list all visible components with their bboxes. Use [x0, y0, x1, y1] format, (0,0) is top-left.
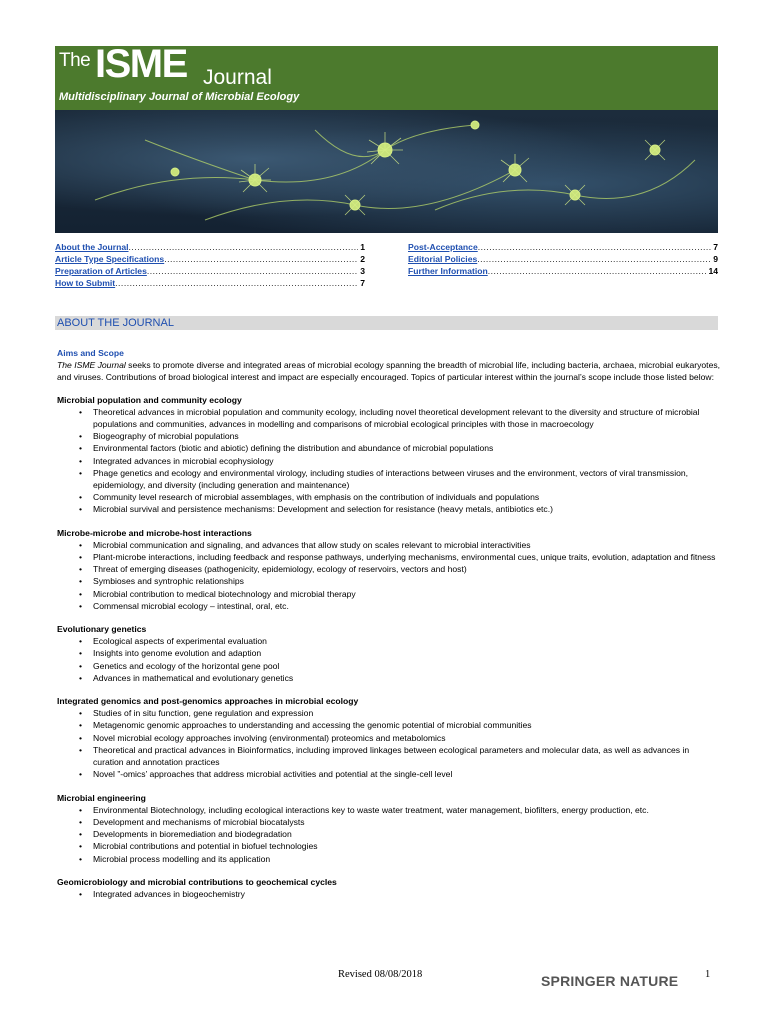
list-item: • Development and mechanisms of microbial biocatalysts — [57, 816, 722, 828]
toc-leader — [164, 253, 358, 265]
logo-the: The — [59, 50, 91, 71]
list-item: • Studies of in situ function, gene regulation and expression — [57, 707, 722, 719]
logo-isme: ISME — [95, 46, 187, 86]
category-title: Integrated genomics and post-genomics approaches in microbial ecology — [57, 696, 359, 707]
list-item: • Microbial survival and persistence mechanisms: Development and selection for resistance (heavy metals, antibiotics etc.) — [57, 503, 722, 515]
category-title: Geomicrobiology and microbial contributions to geochemical cycles — [57, 876, 337, 887]
toc-leader — [129, 241, 359, 253]
category-title: Microbial population and community ecology — [57, 394, 242, 405]
toc-page-number: 7 — [713, 242, 718, 252]
toc-link[interactable]: Preparation of Articles — [55, 266, 147, 276]
page-number: 1 — [705, 969, 711, 980]
journal-banner — [55, 46, 718, 233]
toc-link[interactable]: Editorial Policies — [408, 254, 478, 264]
list-item: • Environmental Biotechnology, including ecological interactions key to waste water treatment, water management, biofilters, energy production, etc. — [57, 804, 722, 816]
toc-leader — [147, 265, 358, 277]
toc-page-number: 7 — [360, 278, 365, 288]
aims-paragraph — [57, 359, 722, 383]
toc-row[interactable] — [408, 253, 718, 265]
toc-link[interactable]: Post-Acceptance — [408, 242, 478, 252]
toc-row[interactable] — [55, 241, 365, 253]
toc-row[interactable] — [408, 241, 718, 253]
category-list — [57, 707, 722, 780]
list-item: • Advances in mathematical and evolutionary genetics — [57, 672, 722, 684]
toc-row[interactable] — [408, 265, 718, 277]
category-list — [57, 406, 722, 516]
aims-heading: Aims and Scope — [57, 348, 124, 358]
list-item: • Developments in bioremediation and biodegradation — [57, 828, 722, 840]
toc-link[interactable]: Article Type Specifications — [55, 254, 165, 264]
list-item: • Community level research of microbial assemblages, with emphasis on the contribution of individuals and populations — [57, 491, 722, 503]
logo-journal: Journal — [203, 66, 272, 89]
toc-row[interactable] — [55, 277, 365, 289]
journal-name: The ISME Journal — [57, 360, 126, 371]
toc-page-number: 1 — [360, 242, 365, 252]
toc-link[interactable]: About the Journal — [55, 242, 129, 252]
toc-link[interactable]: How to Submit — [55, 278, 116, 288]
list-item: • Plant-microbe interactions, including feedback and response pathways, underlying mechanisms, environmental cues, unique traits, evolution, adaptation and fitness — [57, 551, 722, 563]
list-item: • Environmental factors (biotic and abiotic) defining the distribution and abundance of microbial populations — [57, 442, 722, 454]
toc-link[interactable]: Further Information — [408, 266, 488, 276]
category-list — [57, 539, 722, 612]
list-item: • Microbial process modelling and its application — [57, 853, 722, 865]
list-item: • Symbioses and syntrophic relationships — [57, 575, 722, 587]
list-item: • Integrated advances in microbial ecophysiology — [57, 455, 722, 467]
list-item: • Novel ”-omics’ approaches that address microbial activities and potential at the single-cell level — [57, 768, 722, 780]
list-item: • Threat of emerging diseases (pathogenicity, epidemiology, ecology of reservoirs, vectors and host) — [57, 563, 722, 575]
aims-text: seeks to promote diverse and integrated areas of microbial ecology spanning the breadth of microbial life, including bacteria, archaea, microbial eukaryotes, and viruses. Contributions of broad biological interest and impact are especially encouraged. Topics of particular interest within the journal’s scope include those listed below: — [57, 360, 721, 383]
document-body — [57, 347, 722, 911]
list-item: • Metagenomic genomic approaches to understanding and accessing the genomic potential of microbial communities — [57, 719, 722, 731]
toc-leader — [478, 241, 711, 253]
toc-page-number: 3 — [360, 266, 365, 276]
list-item: • Microbial communication and signaling, and advances that allow study on scales relevant to microbial interactivities — [57, 539, 722, 551]
toc-right-column — [408, 241, 718, 277]
list-item: • Commensal microbial ecology – intestinal, oral, etc. — [57, 600, 722, 612]
category-title: Microbe-microbe and microbe-host interactions — [57, 527, 252, 538]
list-item: • Microbial contributions and potential in biofuel technologies — [57, 840, 722, 852]
microbe-image — [55, 110, 718, 233]
category-list — [57, 888, 722, 900]
toc-left-column — [55, 241, 365, 289]
list-item: • Insights into genome evolution and adaption — [57, 647, 722, 659]
toc-leader — [477, 253, 711, 265]
list-item: • Phage genetics and ecology and environmental virology, including studies of interactions between viruses and the environment, vectors of viral transmission, epidemiology, and diversity (including generation and maintenance) — [57, 467, 722, 491]
toc-row[interactable] — [55, 253, 365, 265]
revision-date: Revised 08/08/2018 — [338, 969, 423, 980]
toc-row[interactable] — [55, 265, 365, 277]
toc-leader — [488, 265, 707, 277]
category-title: Microbial engineering — [57, 792, 146, 803]
list-item: • Integrated advances in biogeochemistry — [57, 888, 722, 900]
list-item: • Genetics and ecology of the horizontal gene pool — [57, 660, 722, 672]
springer-nature-logo: SPRINGER NATURE — [541, 973, 679, 989]
list-item: • Theoretical and practical advances in Bioinformatics, including improved linkages between ecological parameters and molecular data, as well as advances in curation and annotation practices — [57, 744, 722, 768]
microbe-illustration — [55, 110, 718, 233]
toc-page-number: 2 — [360, 254, 365, 264]
toc-page-number: 14 — [708, 266, 718, 276]
section-heading-bar — [55, 316, 718, 330]
list-item: • Biogeography of microbial populations — [57, 430, 722, 442]
list-item: • Microbial contribution to medical biotechnology and microbial therapy — [57, 588, 722, 600]
toc-page-number: 9 — [713, 254, 718, 264]
section-title: ABOUT THE JOURNAL — [57, 317, 174, 329]
list-item: • Ecological aspects of experimental evaluation — [57, 635, 722, 647]
category-list — [57, 804, 722, 865]
category-title: Evolutionary genetics — [57, 624, 147, 635]
toc-leader — [115, 277, 358, 289]
category-list — [57, 635, 722, 684]
banner-title-bar — [55, 46, 718, 110]
list-item: • Novel microbial ecology approaches involving (environmental) proteomics and metabolomics — [57, 732, 722, 744]
list-item: • Theoretical advances in microbial population and community ecology, including novel theoretical development relevant to the diversity and structure of microbial populations and communities, advances in modelling and comparisons of microbial ecological principles with those in macroecology — [57, 406, 722, 430]
journal-subtitle: Multidisciplinary Journal of Microbial Ecology — [59, 91, 300, 103]
